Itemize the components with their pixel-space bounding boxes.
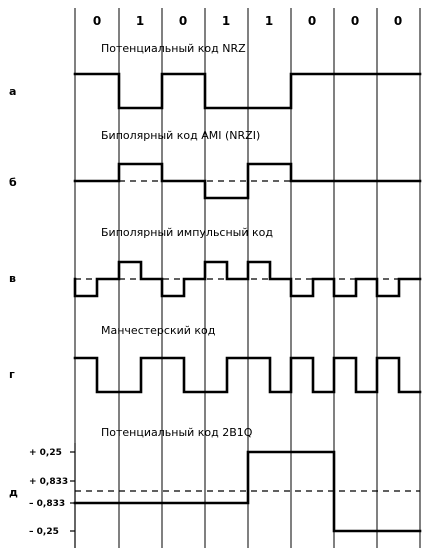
bipolar-impulse-code-panel (9, 226, 420, 296)
bit-label: 1 (264, 14, 274, 28)
bit-label: 1 (221, 14, 231, 28)
code-title: Потенциальный код 2B1Q (101, 426, 253, 439)
manchester-code-panel (9, 324, 420, 392)
row-letter: а (9, 85, 17, 98)
y-axis-label: – 0,25 (29, 527, 59, 537)
row-letter: б (9, 176, 17, 189)
y-axis-label: + 0,833 (29, 477, 69, 487)
row-letter: г (9, 368, 15, 381)
nrz-code-panel (9, 42, 420, 108)
code-title: Биполярный импульсный код (101, 226, 273, 239)
ami-code-panel (9, 129, 420, 198)
code-title: Биполярный код AMI (NRZI) (101, 129, 261, 142)
code-title: Потенциальный код NRZ (101, 42, 246, 55)
bit-label: 0 (92, 14, 102, 28)
bit-label: 1 (135, 14, 145, 28)
bit-label: 0 (307, 14, 317, 28)
y-axis-label: + 0,25 (29, 448, 62, 458)
ami-signal (75, 164, 420, 198)
bit-label: 0 (350, 14, 360, 28)
2b1q-code-panel (9, 426, 420, 548)
row-letter: в (9, 272, 16, 285)
y-axis-label: – 0,833 (29, 499, 66, 509)
bit-label: 0 (393, 14, 403, 28)
bit-label: 0 (178, 14, 188, 28)
code-title: Манчестерский код (101, 324, 216, 337)
row-letter: д (9, 486, 18, 499)
